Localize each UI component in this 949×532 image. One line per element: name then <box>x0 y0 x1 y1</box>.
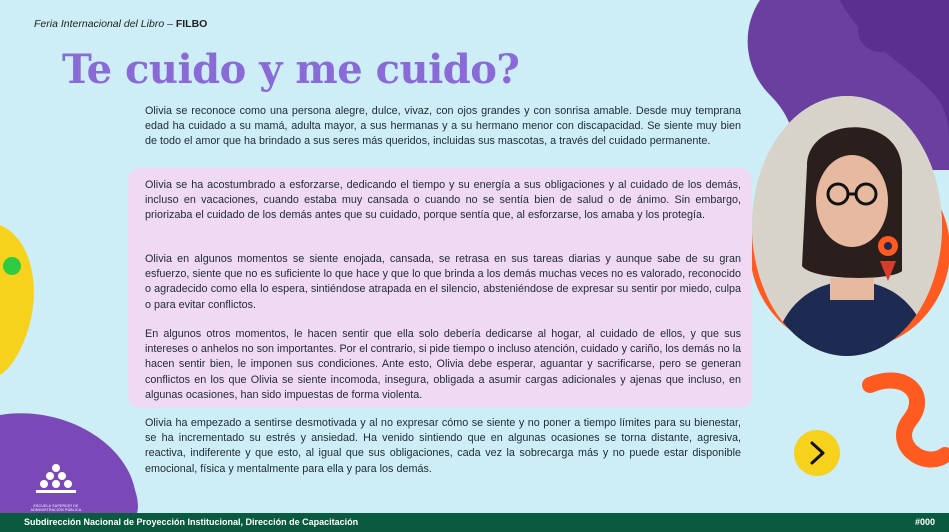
portrait-photo <box>752 96 942 356</box>
chevron-right-icon <box>806 440 828 466</box>
paragraph-intro: Olivia se reconoce como una persona alegre, dulce, vivaz, con ojos grandes y con sonrisa amable. Desde muy temprana edad ha cuidado a su mamá, adulta mayor, a sus hermanas y a su hermano menor con discapacidad. Se siente muy bien de todo el amor que ha brindado a sus seres más queridos, incluidas sus mascotas, a través del cuidado permanente. <box>145 105 741 148</box>
yellow-curve-shape <box>0 225 34 375</box>
event-name: Feria Internacional del Libro – <box>34 18 173 30</box>
paragraph-conflicts: En algunos otros momentos, le hacen sentir que ella solo debería dedicarse al hogar, al cuidado de ellos, y que sus intereses o anhelos no son importantes. Por el contrario, si pide tiempo o incluso atención, cuidado y cariño, los demás no la hacen sentir bien, le imponen sus condiciones. Ante esto, Olivia debe esperar, aguantar y sacrificarse, pero se generan conflictos en los que Olivia se siente incomoda, insegura, obligada a asumir cargas adicionales y ajenas que incluso, en algunas ocasiones, han sido impuestas de forma violenta. <box>145 328 741 401</box>
green-dot-shape <box>3 257 21 275</box>
footer-page-number: #000 <box>914 517 935 527</box>
paragraph-consequences: Olivia ha empezado a sentirse desmotivada y al no expresar cómo se siente y no poner a tiempo límites para su bienestar, se ha incrementado su estrés y ansiedad. Ha venido sintiendo que en algunas ocasiones se torna distante, agresiva, reactiva, indiferente y que esto, al igual que sus obligaciones, cada vez la sobrecarga más y no puede estar disponible emocional, física y mentalmente para ella y para los demás. <box>145 417 741 475</box>
event-brand: FILBO <box>175 18 208 30</box>
orange-squiggle-shape <box>870 380 945 459</box>
esap-logo-text: ESCUELA SUPERIOR DE ADMINISTRACIÓN PÚBLICA <box>30 504 82 512</box>
portrait-illustration <box>752 96 942 356</box>
event-header <box>34 18 207 30</box>
paragraph-effort: Olivia se ha acostumbrado a esforzarse, dedicando el tiempo y su energía a sus obligaciones y al cuidado de los demás, incluso en vacaciones, cuando estaba muy cansada o cuando no se sentía bien de salud o de ánimo. Sin embargo, priorizaba el cuidado de los demás antes que su cuidado, porque sentía que, al esforzarse, los amaba y los protegía. <box>145 179 741 222</box>
page-title: Te cuido y me cuido? <box>62 46 520 93</box>
purple-head-shape <box>858 8 902 52</box>
footer-institution: Subdirección Nacional de Proyección Institucional, Dirección de Capacitación <box>24 517 359 527</box>
next-button[interactable] <box>794 430 840 476</box>
esap-logo-mark <box>26 462 86 498</box>
footer-bar <box>0 513 949 532</box>
paragraph-feelings: Olivia en algunos momentos se siente enojada, cansada, se retrasa en sus tareas diarias y aunque sabe de su gran esfuerzo, siente que no es suficiente lo que hace y que lo que brinda a los demás muchas veces no es valorado, reconocido o agradecido como ella lo espera, sintiéndose atrapada en el silencio, absteniéndose de expresar su sentir por miedo, culpa o para evitar conflictos. <box>145 253 741 311</box>
esap-logo <box>26 462 86 512</box>
